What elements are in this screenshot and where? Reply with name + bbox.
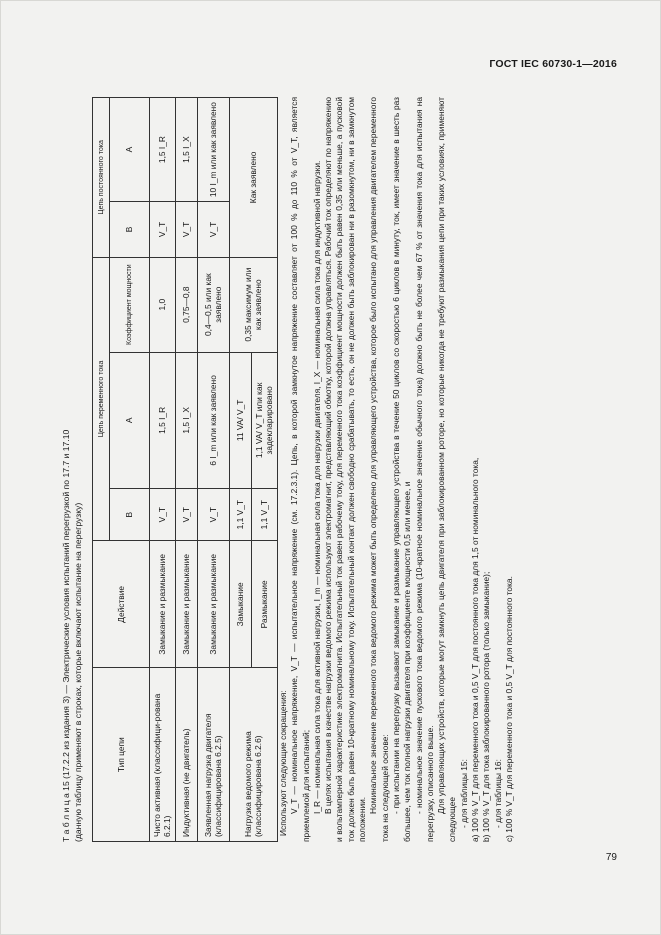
cell-ac-v: 1,1 V_T [251,489,277,541]
header-ac-a: А [109,352,149,489]
header-dc-circuit: Цепь постоянного тока [93,98,110,258]
cell-ac-a: 11 VA/ V_T [229,352,251,489]
table-row [197,98,229,842]
standard-header: ГОСТ IEC 60730-1—2016 [489,58,617,70]
cell-dc-a: 1,5 I_X [175,98,197,202]
header-ac-v: В [109,489,149,541]
list-item: a) 100 % V_T для переменного тока и 0,5 V_T для постоянного тока для 1,5 от номинального тока, [470,457,481,842]
cell-type: Заявленная нагрузка двигателя (классифицирована 6.2.5) [197,668,229,842]
cell-type: Чисто активная (классифици-рована 6.2.1) [149,668,175,842]
header-ac-circuit: Цепь переменного тока [93,257,110,540]
cell-ac-a: 1,5 I_R [149,352,175,489]
cell-dc: Как заявлено [229,98,277,258]
note-vt: V_T — номинальное напряжение, V_T — испытательное напряжение (см. 17.2.3.1). Цепь, в которой замкнутое напряжение составляет от 100 % до 110 % от V_T, является приемлемой для испытаний; [289,97,311,842]
cell-dc-v: V_T [149,202,175,258]
cell-ac-v: V_T [149,489,175,541]
header-action: Действие [93,541,150,668]
overload-conditions-table [92,97,278,842]
page-number: 79 [605,852,617,863]
note-ir: I_R — номинальная сила тока для активной нагрузки, I_m — номинальная сила тока для нагрузки двигателя, I_X — номинальная сила тока для индуктивной нагрузки. [311,160,322,814]
cell-ac-v: 1,1 V_T [229,489,251,541]
cell-action: Замыкание [229,541,251,668]
cell-action: Замыкание и размыкание [149,541,175,668]
cell-action: Замыкание и размыкание [197,541,229,668]
cell-type: Индуктивная (не двигатель) [175,668,197,842]
header-dc-a: А [109,98,149,202]
caption-line-2: (данную таблицу применяют в строках, которые включают испытание на перегрузку) [73,502,83,842]
cell-ac-v: V_T [175,489,197,541]
cell-ac-a: 6 I_m или как заявлено [197,352,229,489]
note-bullet-2: - номинальное значение пускового тока ведомого режима (10-кратное номинальное значение обычного тока) должно быть не более чем 67 % от значения тока для испытания на перегрузку, описанного выше. [413,97,435,842]
note-slave-mode: В целях испытания в качестве нагрузки ведомого режима используют электромагнит, представляющий обмотку, которой должна управляться. Рабочий ток определяют по напряжению и вольтамперной характеристике электромагнита. Испытательный ток равен рабочему току, для переменного тока коэффициент мощности должен быть равен 0,35 или меньше, а пусковой ток должен быть равен 10-кратному номинальному току. Испытательный контакт должен свободно срабатывать, то есть, он не должен быть заблокирован ни в разомкнутом, ни в замкнутом положении. [323,97,368,842]
header-circuit-type: Тип цепи [93,668,150,842]
cell-dc-v: V_T [175,202,197,258]
cell-action: Замыкание и размыкание [175,541,197,668]
header-power-factor: Коэффициент мощности [109,257,149,352]
caption-line-1: Т а б л и ц а 15 (17.2.2 из издания 3) — Электрические условия испытаний перегрузкой по 17.7 и 17.10 [61,429,71,842]
cell-ac-v: V_T [197,489,229,541]
cell-pf: 0,35 максимум или как заявлено [229,257,277,352]
rotated-content [60,97,600,842]
cell-dc-v: V_T [197,202,229,258]
list-item: - для таблицы 15: [458,759,469,828]
table-caption [60,97,84,842]
cell-pf: 0,4—0,5 или как заявлено [197,257,229,352]
table-row [149,98,175,842]
note-bullet-1: - при испытании на перегрузку вызывают замыкание и размыкание управляющего устройства в течение 50 циклов со скоростью 6 циклов в минуту, ток, имеет значение в шесть раз большее, чем ток полной нагрузки двигателя при коэффициенте мощности 0,5 или менее, и [390,97,413,842]
note-ac-rating: Номинальное значение переменного тока ведомого режима может быть определено для управляющего устройства, которое было испытано для управления двигателем переменного тока на следующей основе: [368,97,390,842]
list-item: b) 100 % V_T для тока заблокированного ротора (только замыкание); [481,571,492,842]
list-item: - для таблицы 16: [492,759,503,828]
cell-action: Размыкание [251,541,277,668]
cell-dc-a: 1,5 I_R [149,98,175,202]
notes-intro: Используют следующие сокращения: [278,690,288,836]
table-row [175,98,197,842]
cell-pf: 1,0 [149,257,175,352]
list-item: c) 100 % V_T для переменного тока и 0,5 V_T для постоянного тока. [503,576,514,842]
table-header-row-1 [93,98,110,842]
header-dc-v: В [109,202,149,258]
table-row [229,98,251,842]
table-notes [278,97,515,842]
cell-type: Нагрузка ведомого режима (классифицирована 6.2.6) [229,668,277,842]
note-locked-rotor: Для управляющих устройств, которые могут замкнуть цепь двигателя при заблокированном роторе, но которые никогда не требуют размыкания цепи при таких условиях, применяют следующее [436,97,458,842]
cell-pf: 0,75—0,8 [175,257,197,352]
cell-dc-a: 10 I_m или как заявлено [197,98,229,202]
cell-ac-a: 1,5 I_X [175,352,197,489]
cell-ac-a: 1,1 VA/ V_T или как задекларировано [251,352,277,489]
